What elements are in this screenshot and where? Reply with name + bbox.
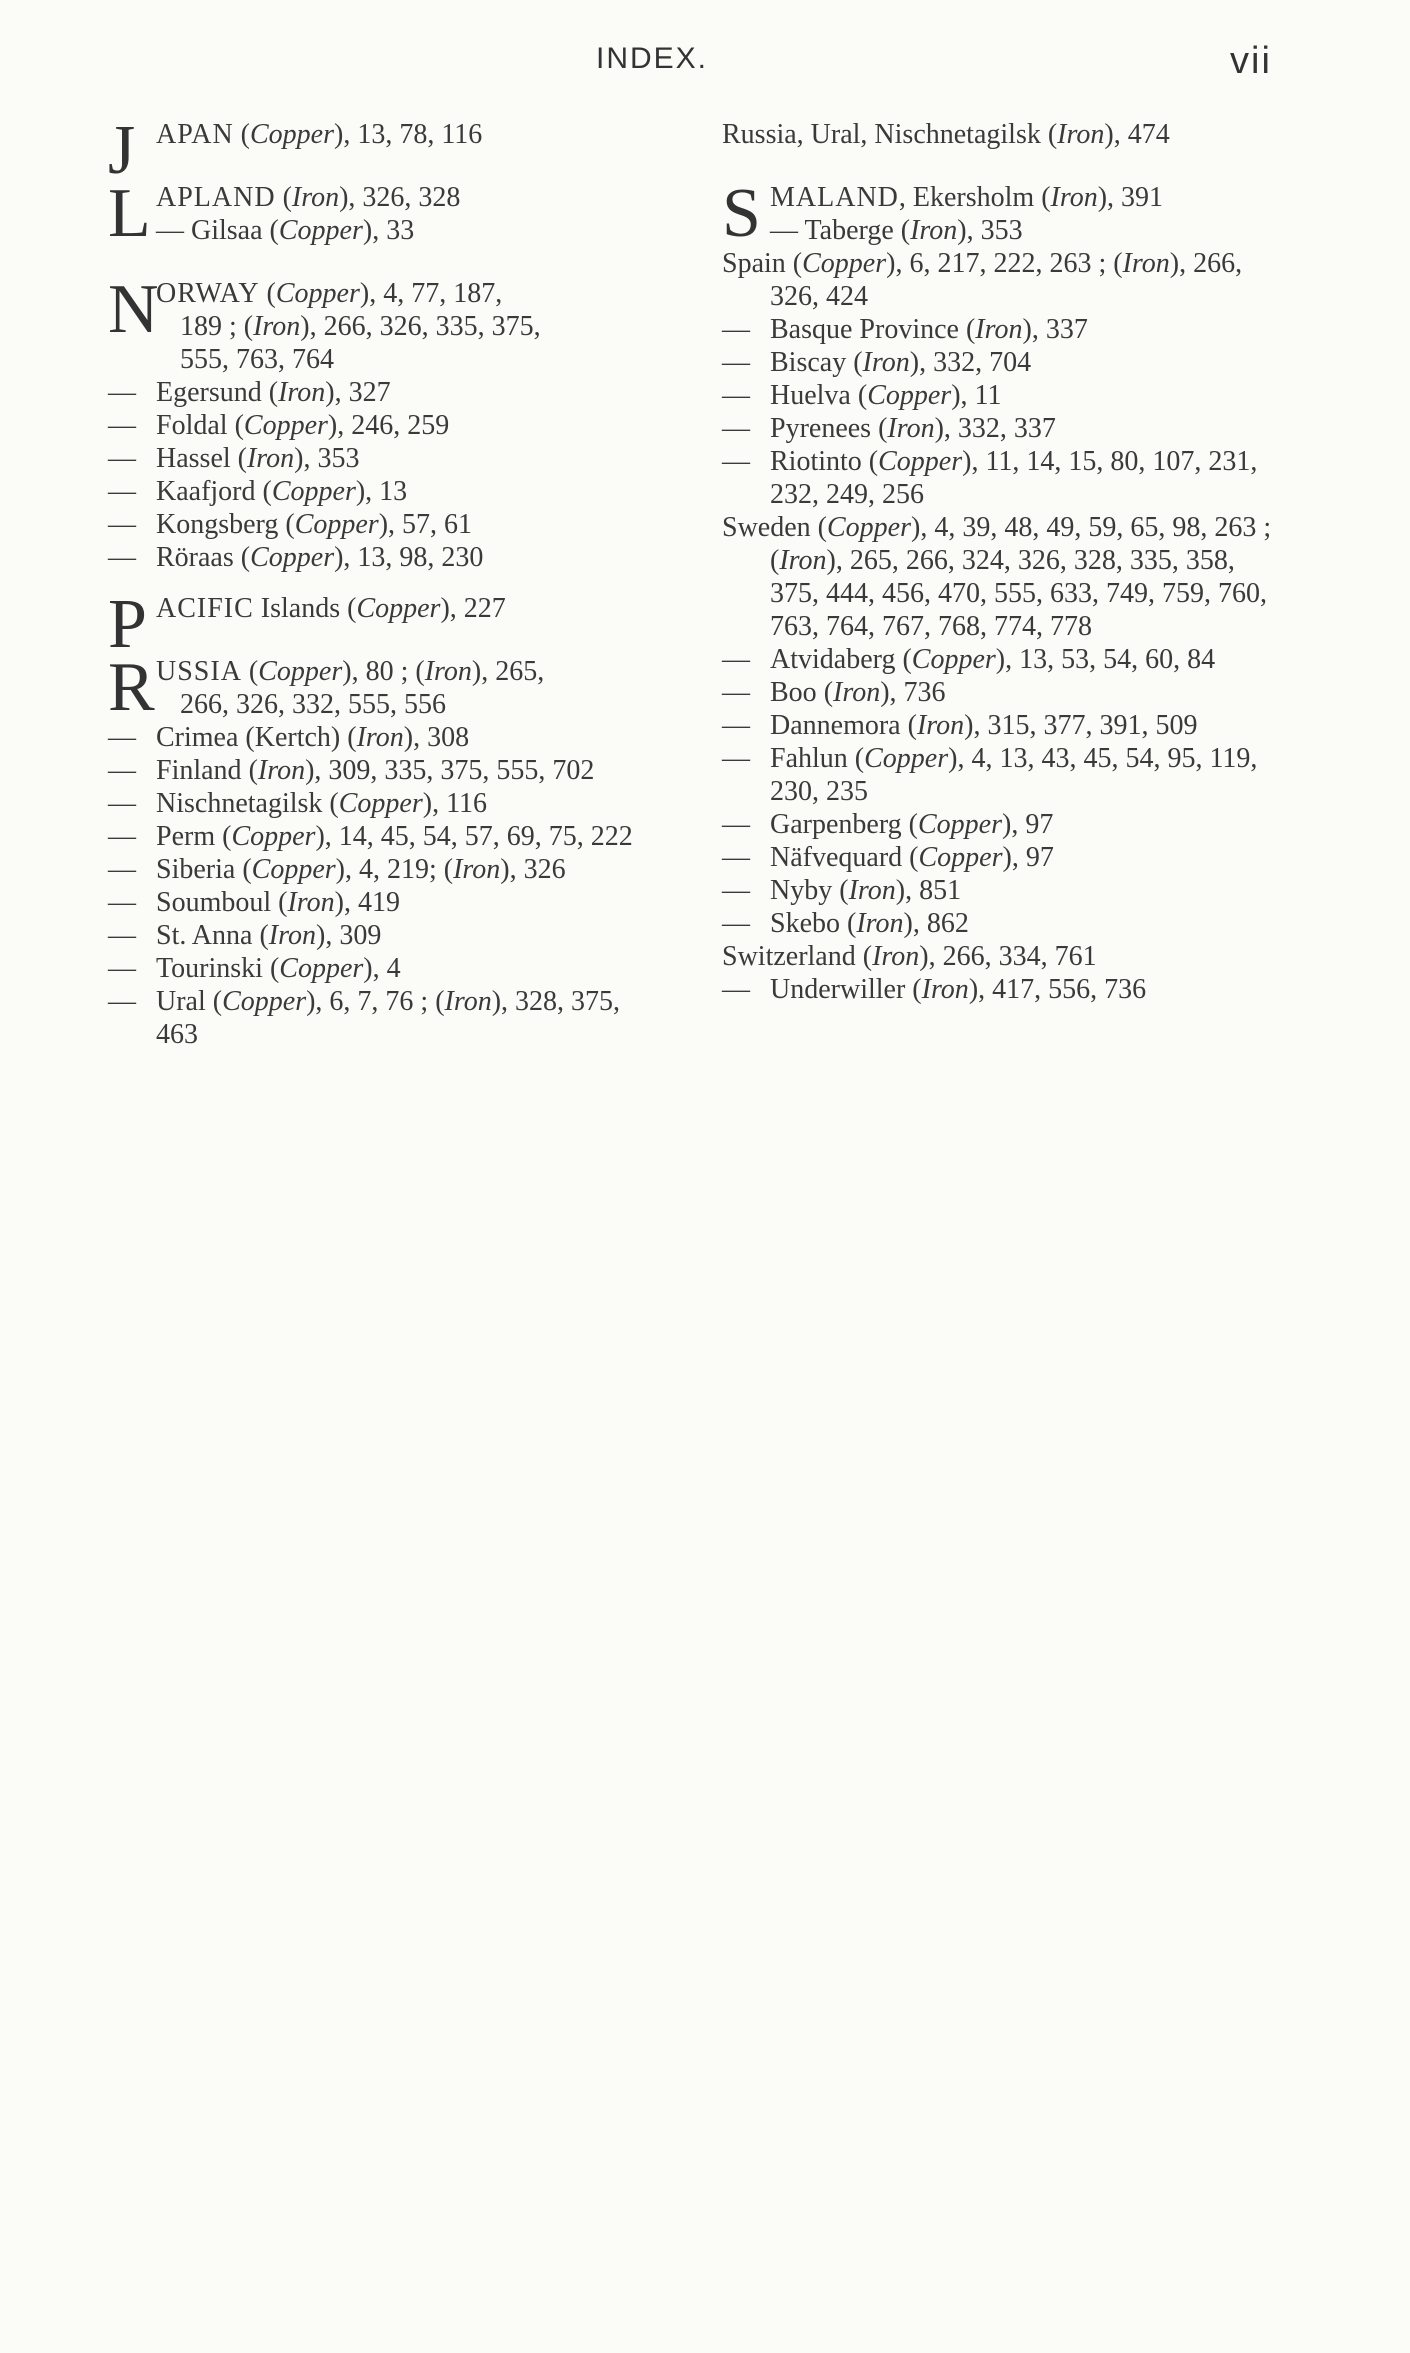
list-item: Sweden (Copper), 4, 39, 48, 49, 59, 65, 98, 263 ; (Iron), 265, 266, 324, 326, 328, 335, 358, 375, 444, 456, 470, 555, 633, 749, 759, 760, 763, 764, 767, 768, 774, 778	[722, 512, 1272, 642]
drop-initial: P	[108, 586, 147, 663]
spain-list	[722, 247, 1282, 511]
list-item: — Foldal (Copper), 246, 259	[108, 410, 450, 441]
sub-entry: Taberge (Iron), 353	[804, 215, 1023, 246]
list-item: — Kaafjord (Copper), 13	[108, 476, 408, 507]
entry-lapland: L APLAND (Iron), 326, 328 — Gilsaa (Copper), 33	[108, 175, 461, 252]
list-item: — Siberia (Copper), 4, 219; (Iron), 326	[108, 854, 566, 885]
sub-entry: Gilsaa (Copper), 33	[191, 215, 415, 246]
list-item: — St. Anna (Iron), 309	[108, 920, 382, 951]
list-item: — Dannemora (Iron), 315, 377, 391, 509	[722, 710, 1198, 741]
entry-text: 266, 326, 332, 555, 556	[180, 689, 446, 720]
right-column	[722, 118, 1282, 1006]
heading-word: APAN	[156, 119, 234, 150]
list-item: — Näfvequard (Copper), 97	[722, 842, 1054, 873]
entry-text: Ekersholm (Iron), 391	[912, 182, 1164, 213]
list-item: — Garpenberg (Copper), 97	[722, 809, 1054, 840]
left-column	[108, 112, 668, 1051]
drop-initial: L	[108, 175, 151, 252]
list-item: — Nyby (Iron), 851	[722, 875, 962, 906]
drop-initial: J	[108, 112, 136, 189]
list-item: — Hassel (Iron), 353	[108, 443, 360, 474]
running-title: INDEX.	[596, 42, 709, 75]
page-number: vii	[1230, 40, 1272, 82]
page-header	[0, 42, 1410, 82]
switzerland-list	[722, 940, 1282, 1006]
list-item: — Pyrenees (Iron), 332, 337	[722, 413, 1056, 444]
list-item: — Röraas (Copper), 13, 98, 230	[108, 542, 484, 573]
heading-word: APLAND	[156, 182, 276, 213]
entry-text: (Copper), 4, 77, 187,	[266, 278, 503, 309]
list-item: — Basque Province (Iron), 337	[722, 314, 1088, 345]
list-item: — Fahlun (Copper), 4, 13, 43, 45, 54, 95, 119, 230, 235	[722, 743, 1258, 807]
norway-sub-list	[108, 376, 668, 574]
list-item: — Finland (Iron), 309, 335, 375, 555, 702	[108, 755, 595, 786]
list-item: — Biscay (Iron), 332, 704	[722, 347, 1032, 378]
russia-sub-list	[108, 721, 668, 1051]
list-item: — Soumboul (Iron), 419	[108, 887, 400, 918]
list-item: — Riotinto (Copper), 11, 14, 15, 80, 107, 231, 232, 249, 256	[722, 446, 1258, 510]
entry-pacific	[108, 586, 668, 663]
heading-word: ACIFIC	[156, 593, 254, 624]
entry-text: Islands (Copper), 227	[260, 593, 506, 624]
drop-initial: R	[108, 649, 155, 726]
list-item: — Boo (Iron), 736	[722, 677, 946, 708]
heading-word: MALAND	[770, 182, 899, 213]
list-item: — Ural (Copper), 6, 7, 76 ; (Iron), 328, 375, 463	[108, 986, 621, 1050]
entry-text: (Copper), 13, 78, 116	[240, 119, 483, 150]
list-item: Switzerland (Iron), 266, 334, 761	[722, 941, 1097, 972]
entry-text: (Iron), 326, 328	[282, 182, 461, 213]
list-item: Russia, Ural, Nischnetagilsk (Iron), 474	[722, 119, 1170, 150]
entry-norway	[108, 271, 668, 376]
entry-text: 189 ; (Iron), 266, 326, 335, 375,	[180, 311, 541, 342]
sweden-list	[722, 511, 1282, 940]
list-item: — Nischnetagilsk (Copper), 116	[108, 788, 488, 819]
entry-text: 555, 763, 764	[180, 344, 334, 375]
list-item: — Underwiller (Iron), 417, 556, 736	[722, 974, 1147, 1005]
list-item: — Atvidaberg (Copper), 13, 53, 54, 60, 84	[722, 644, 1216, 675]
heading-word: USSIA	[156, 656, 242, 687]
entry-russia	[108, 649, 668, 726]
list-item: — Huelva (Copper), 11	[722, 380, 1002, 411]
entry-smaland: S MALAND, Ekersholm (Iron), 391 — Taberge (Iron), 353	[722, 175, 1164, 252]
list-item: — Tourinski (Copper), 4	[108, 953, 401, 984]
list-item: Spain (Copper), 6, 217, 222, 263 ; (Iron), 266, 326, 424	[722, 248, 1243, 312]
drop-initial: N	[108, 271, 159, 348]
list-item: — Crimea (Kertch) (Iron), 308	[108, 722, 470, 753]
list-item: — Perm (Copper), 14, 45, 54, 57, 69, 75, 222	[108, 821, 633, 852]
entry-japan	[108, 112, 668, 189]
drop-initial: S	[722, 175, 761, 252]
list-item: — Kongsberg (Copper), 57, 61	[108, 509, 473, 540]
list-item: — Egersund (Iron), 327	[108, 377, 391, 408]
list-item: — Skebo (Iron), 862	[722, 908, 969, 939]
entry-text: (Copper), 80 ; (Iron), 265,	[248, 656, 545, 687]
heading-word: ORWAY	[156, 278, 260, 309]
